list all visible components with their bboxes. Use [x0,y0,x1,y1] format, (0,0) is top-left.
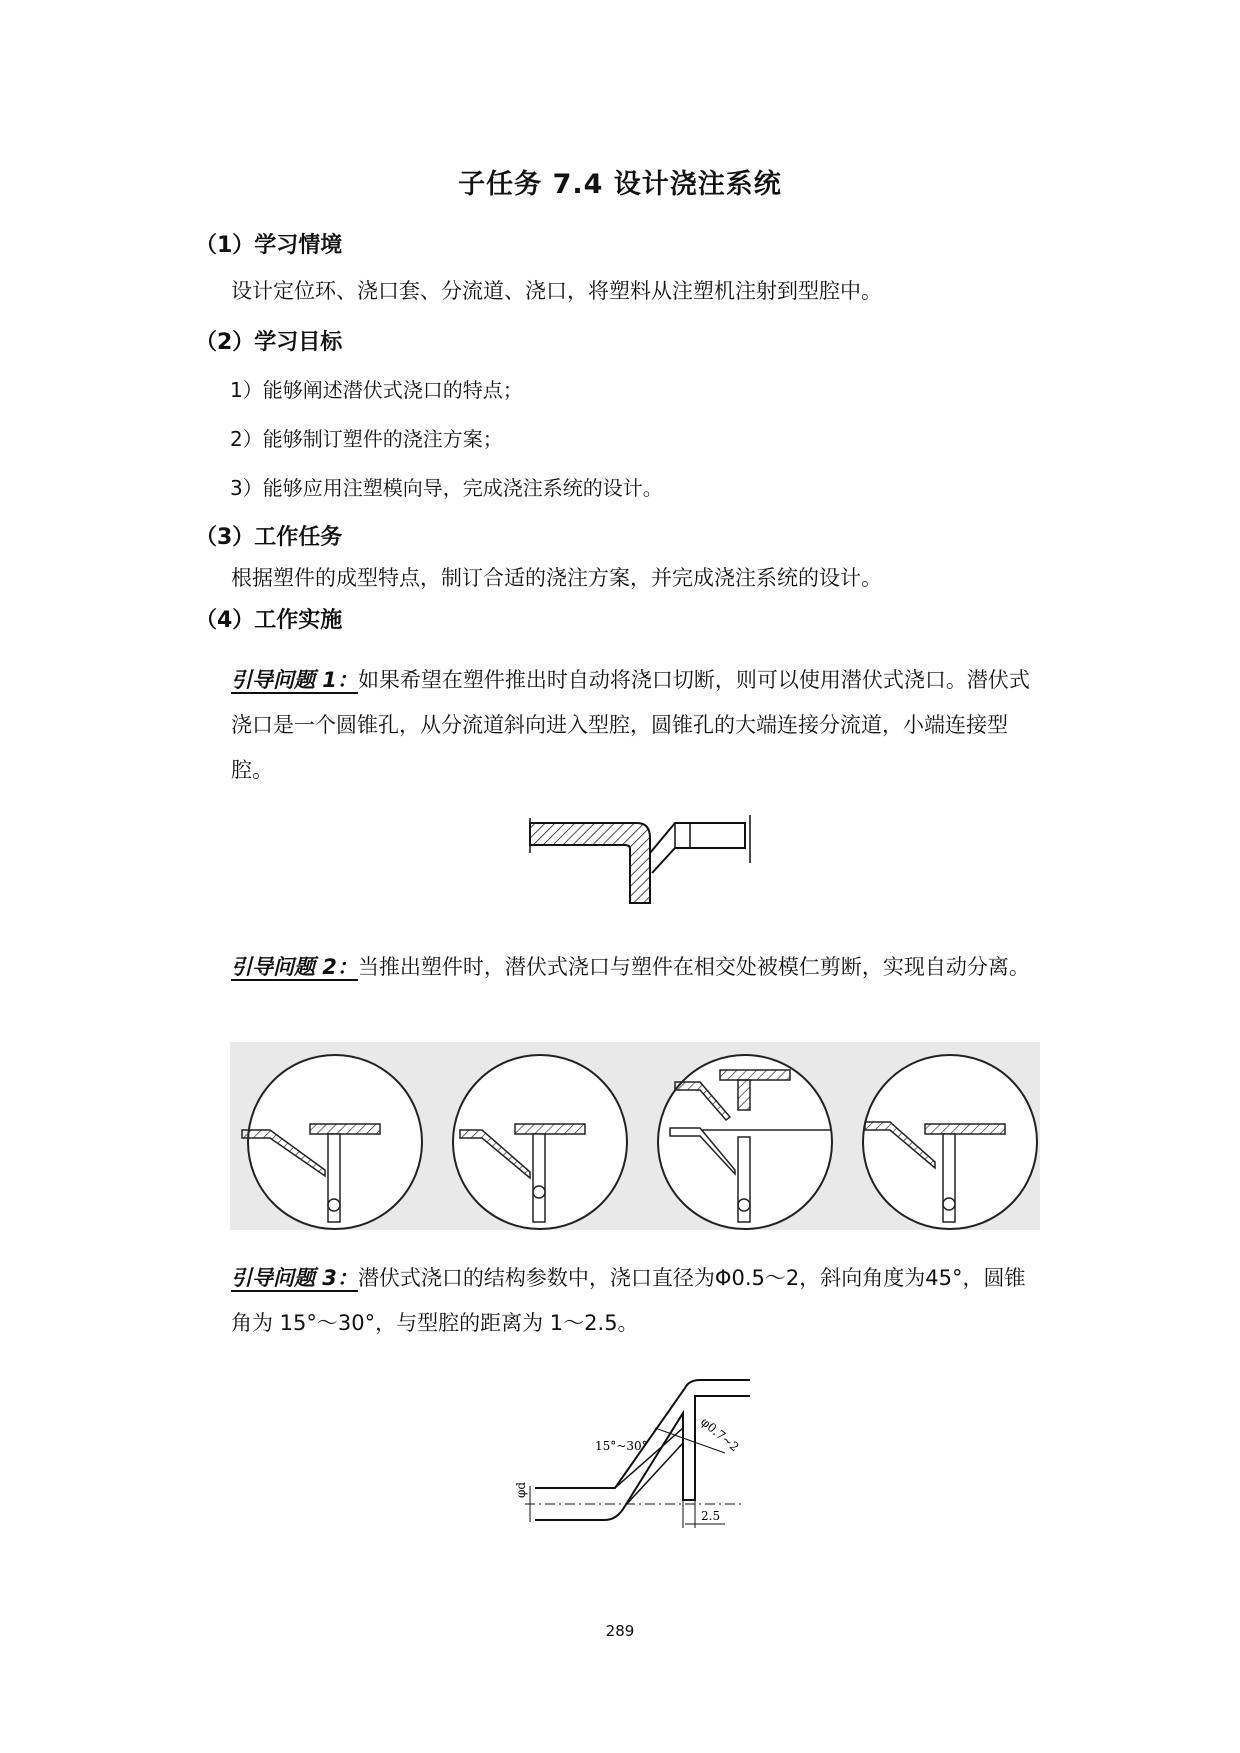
stage-3 [658,1055,832,1229]
objective-item-1: 1）能够阐述潜伏式浇口的特点； [230,378,523,402]
section-text-1: 设计定位环、浇口套、分流道、浇口，将塑料从注塑机注射到型腔中。 [231,279,882,303]
guide-question-2 [231,945,1045,990]
d-label: φd [514,1481,528,1498]
question-text: 如果希望在塑件推出时自动将浇口切断，则可以使用潜伏式浇口。潜伏式浇口是一个圆锥孔，从分流道斜向进入型腔，圆锥孔的大端连接分流道，小端连接型腔。 [231,668,1030,782]
section-text-3: 根据塑件的成型特点，制订合适的浇注方案，并完成浇注系统的设计。 [231,566,882,590]
angle-label: 15°~30° [595,1439,648,1453]
question-label: 引导问题 1： [231,668,358,692]
gate-parameter-figure [505,1368,755,1568]
question-label: 引导问题 2： [231,955,358,979]
question-text: 潜伏式浇口的结构参数中，浇口直径为Φ0.5～2，斜向角度为45°，圆锥角为 15°～30°，与型腔的距离为 1～2.5。 [231,1266,1026,1335]
section-heading-1: （1）学习情境 [195,233,343,258]
stage-2 [453,1055,627,1229]
guide-question-1 [231,658,1045,793]
guide-question-3 [231,1256,1045,1346]
section-heading-3: （3）工作任务 [195,525,343,550]
question-text: 当推出塑件时，潜伏式浇口与塑件在相交处被模仁剪断，实现自动分离。 [357,955,1030,979]
stage-4 [863,1055,1037,1229]
submarine-gate-figure [525,813,755,913]
page-number: 289 [605,1622,635,1640]
diameter-label: φ0.7~2 [698,1414,742,1455]
question-label: 引导问题 3： [231,1266,358,1290]
page-title: 子任务 7.4 设计浇注系统 [458,169,782,200]
objective-item-2: 2）能够制订塑件的浇注方案； [230,427,503,451]
ejection-sequence-figure [230,1042,1040,1230]
section-heading-4: （4）工作实施 [195,608,343,633]
objective-item-3: 3）能够应用注塑模向导，完成浇注系统的设计。 [230,476,663,500]
distance-label: 2.5 [701,1509,721,1523]
section-heading-2: （2）学习目标 [195,330,343,355]
